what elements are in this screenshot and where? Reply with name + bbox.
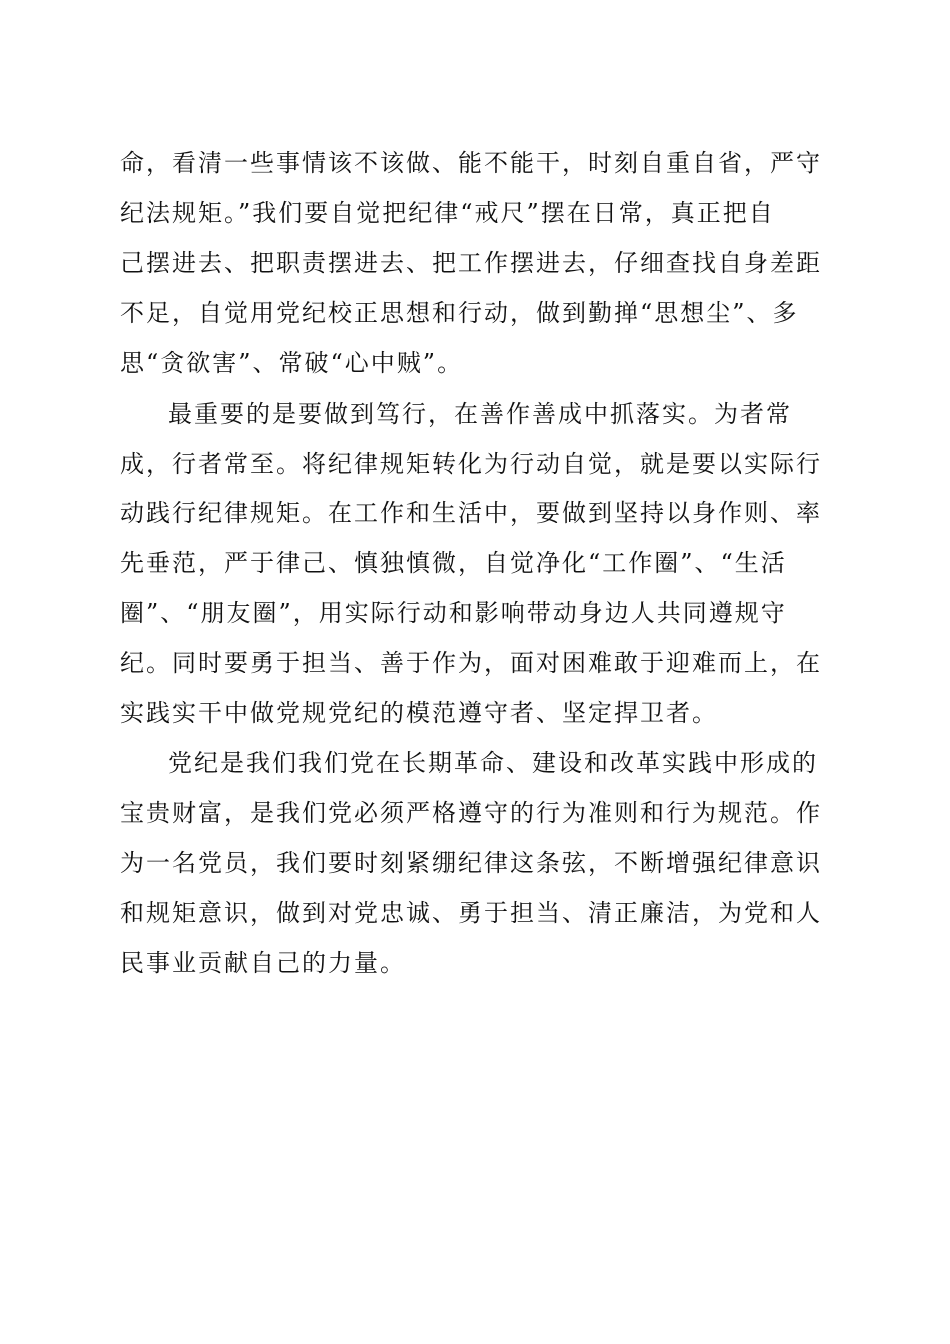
paragraph-2-line-3: 动践行纪律规矩。在工作和生活中，要做到坚持以身作则、率 [120, 499, 822, 527]
paragraph-1-line-4: 不足，自觉用党纪校正思想和行动，做到勤掸“思想尘”、多 [120, 299, 799, 327]
paragraph-2-line-6: 纪。同时要勇于担当、善于作为，面对困难敢于迎难而上，在 [120, 649, 822, 677]
paragraph-2-line-5: 圈”、“朋友圈”，用实际行动和影响带动身边人共同遵规守 [120, 599, 787, 627]
paragraph-2-line-7: 实践实干中做党规党纪的模范遵守者、坚定捍卫者。 [120, 699, 718, 727]
paragraph-2-line-1: 最重要的是要做到笃行，在善作善成中抓落实。为者常 [168, 400, 792, 428]
paragraph-2-line-2: 成，行者常至。将纪律规矩转化为行动自觉，就是要以实际行 [120, 450, 822, 478]
paragraph-3-line-5: 民事业贡献自己的力量。 [120, 949, 406, 977]
paragraph-2-line-4: 先垂范，严于律己、慎独慎微，自觉净化“工作圈”、“生活 [120, 549, 787, 577]
paragraph-3-line-3: 为一名党员，我们要时刻紧绷纪律这条弦，不断增强纪律意识 [120, 849, 822, 877]
paragraph-3-line-4: 和规矩意识，做到对党忠诚、勇于担当、清正廉洁，为党和人 [120, 899, 822, 927]
paragraph-1-line-2: 纪法规矩。”我们要自觉把纪律“戒尺”摆在日常，真正把自 [120, 199, 775, 227]
paragraph-3-line-2: 宝贵财富，是我们党必须严格遵守的行为准则和行为规范。作 [120, 799, 822, 827]
paragraph-1-line-1: 命，看清一些事情该不该做、能不能干，时刻自重自省，严守 [120, 149, 822, 177]
paragraph-1-line-5: 思“贪欲害”、常破“心中贼”。 [120, 349, 464, 377]
paragraph-1-line-3: 己摆进去、把职责摆进去、把工作摆进去，仔细查找自身差距 [120, 249, 822, 277]
paragraph-3-line-1: 党纪是我们我们党在长期革命、建设和改革实践中形成的 [168, 749, 818, 777]
